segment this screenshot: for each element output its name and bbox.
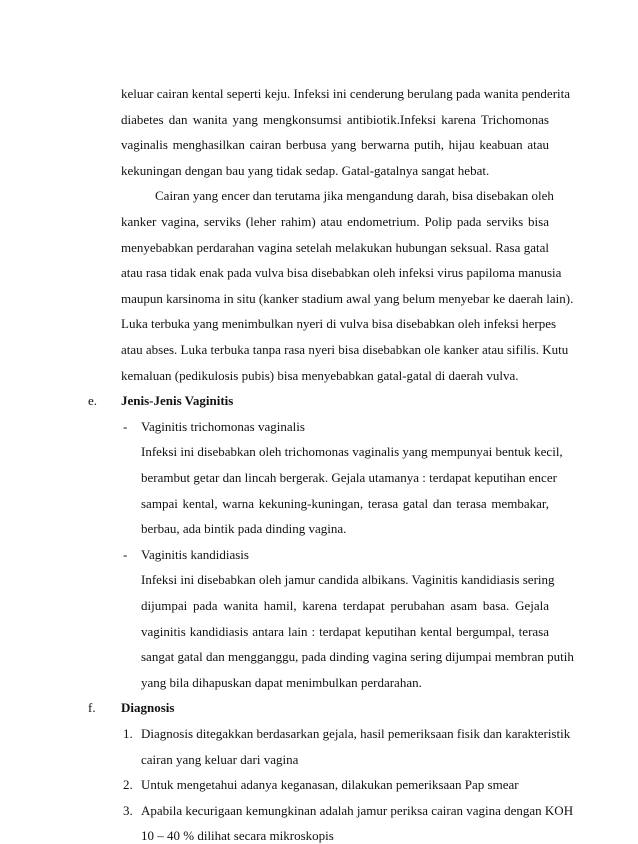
subsection-line: berambut getar dan lincah bergerak. Gejala utamanya : terdapat keputihan encer [141, 470, 557, 485]
subsection-line: sangat gatal dan mengganggu, pada dinding vagina sering dijumpai membran putih [141, 649, 574, 664]
subsection-line: sampai kental, warna kekuning-kuningan, terasa gatal dan terasa membakar, [141, 496, 549, 511]
intro-line: vaginalis menghasilkan cairan berbusa yang berwarna putih, hijau keabuan atau [121, 137, 549, 152]
paragraph-line: kanker vagina, serviks (leher rahim) atau endometrium. Polip pada serviks bisa [121, 214, 549, 229]
subsection-title: Vaginitis kandidiasis [141, 547, 249, 562]
subsection-line: vaginitis kandidiasis antara lain : terdapat keputihan kental bergumpal, terasa [141, 624, 549, 639]
subsection-line: berbau, ada bintik pada dinding vagina. [141, 521, 347, 536]
bullet-dash: - [123, 419, 128, 434]
section-e-title: Jenis-Jenis Vaginitis [121, 393, 234, 408]
subsection-line: Infeksi ini disebabkan oleh jamur candida albikans. Vaginitis kandidiasis sering [141, 572, 555, 587]
list-item-line: Untuk mengetahui adanya keganasan, dilakukan pemeriksaan Pap smear [141, 777, 519, 792]
bullet-dash: - [123, 547, 128, 562]
section-e-letter: e. [88, 393, 98, 408]
paragraph-line: atau abses. Luka terbuka tanpa rasa nyeri bisa disebabkan ole kanker atau sifilis. Kutu [121, 342, 569, 357]
subsection-line: yang bila dihapuskan dapat menimbulkan perdarahan. [141, 675, 422, 690]
paragraph-line: Luka terbuka yang menimbulkan nyeri di vulva bisa disebabkan oleh infeksi herpes [121, 316, 557, 331]
subsection-title: Vaginitis trichomonas vaginalis [141, 419, 305, 434]
subsection-line: dijumpai pada wanita hamil, karena terdapat perubahan asam basa. Gejala [141, 598, 549, 613]
paragraph-line: maupun karsinoma in situ (kanker stadium awal yang belum menyebar ke daerah lain). [121, 291, 574, 306]
intro-line: kekuningan dengan bau yang tidak sedap. Gatal-gatalnya sangat hebat. [121, 163, 490, 178]
list-item-line: cairan yang keluar dari vagina [141, 752, 299, 767]
paragraph-line: atau rasa tidak enak pada vulva bisa disebabkan oleh infeksi virus papiloma manusia [121, 265, 562, 280]
subsection-line: Infeksi ini disebabkan oleh trichomonas vaginalis yang mempunyai bentuk kecil, [141, 444, 563, 459]
section-f-title: Diagnosis [121, 700, 175, 715]
list-number: 1. [123, 726, 133, 741]
list-item-line: Apabila kecurigaan kemungkinan adalah jamur periksa cairan vagina dengan KOH [141, 803, 574, 818]
paragraph-line: kemaluan (pedikulosis pubis) bisa menyebabkan gatal-gatal di daerah vulva. [121, 368, 519, 383]
intro-line: keluar cairan kental seperti keju. Infeksi ini cenderung berulang pada wanita penderita [121, 86, 571, 101]
intro-line: diabetes dan wanita yang mengkonsumsi antibiotik.Infeksi karena Trichomonas [121, 112, 549, 127]
section-f-letter: f. [88, 700, 96, 715]
paragraph-line: Cairan yang encer dan terutama jika mengandung darah, bisa disebakan oleh [155, 188, 554, 203]
list-item-line: 10 – 40 % dilihat secara mikroskopis [141, 828, 334, 843]
list-item-line: Diagnosis ditegakkan berdasarkan gejala, hasil pemeriksaan fisik dan karakteristik [141, 726, 571, 741]
list-number: 2. [123, 777, 133, 792]
list-number: 3. [123, 803, 133, 818]
paragraph-line: menyebabkan perdarahan vagina setelah melakukan hubungan seksual. Rasa gatal [121, 240, 549, 255]
